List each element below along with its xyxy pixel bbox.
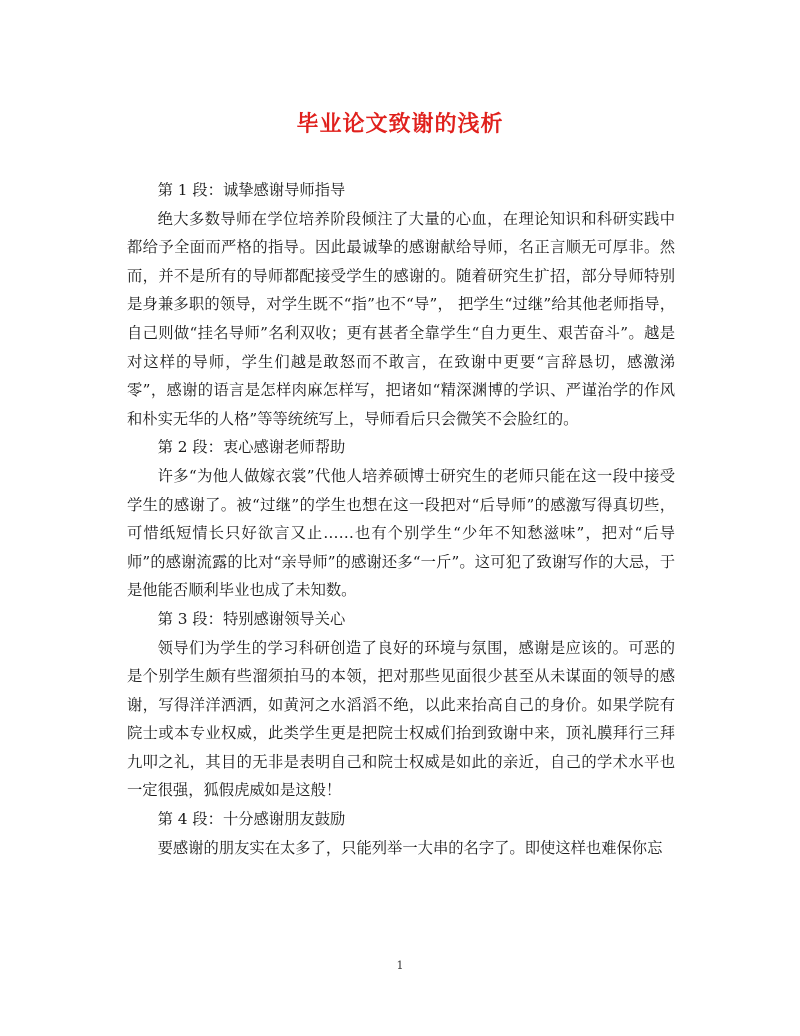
document-body [127, 176, 675, 862]
section-paragraph: 许多“为他人做嫁衣裳”代他人培养硕博士研究生的老师只能在这一段中接受学生的感谢了。被“过继”的学生也想在这一段把对“后导师”的感激写得真切些，可惜纸短情长只好欲言又止……也有个别学生“少年不知愁滋味”，把对“后导师”的感谢流露的比对“亲导师”的感谢还多“一斤”。这可犯了致谢写作的大忌，于是他能否顺利毕业也成了未知数。 [127, 466, 675, 600]
section-paragraph: 领导们为学生的学习科研创造了良好的环境与氛围，感谢是应该的。可恶的是个别学生颇有些溜须拍马的本领，把对那些见面很少甚至从未谋面的领导的感谢，写得洋洋洒洒，如黄河之水滔滔不绝，以此来抬高自己的身价。如果学院有院士或本专业权威，此类学生更是把院士权威们抬到致谢中来，顶礼膜拜行三拜九叩之礼，其目的无非是表明自己和院士权威是如此的亲近，自己的学术水平也一定很强，狐假虎威如是这般！ [127, 638, 675, 800]
section-heading: 第 2 段：衷心感谢老师帮助 [157, 438, 346, 457]
section-heading: 第 4 段：十分感谢朋友鼓励 [157, 810, 346, 829]
section-heading: 第 1 段：诚挚感谢导师指导 [157, 181, 346, 199]
document-title: 毕业论文致谢的浅析 [296, 111, 504, 137]
page-number: 1 [396, 959, 404, 972]
section-heading: 第 3 段：特别感谢领导关心 [157, 609, 346, 628]
section-paragraph: 绝大多数导师在学位培养阶段倾注了大量的心血，在理论知识和科研实践中都给予全面而严格的指导。因此最诚挚的感谢献给导师，名正言顺无可厚非。然而，并不是所有的导师都配接受学生的感谢的。随着研究生扩招，部分导师特别是身兼多职的领导，对学生既不“指”也不“导”， 把学生“过继”给其他老师指导，自己则做“挂名导师”名利双收；更有甚者全靠学生“自力更生、艰苦奋斗”。越是对这样的导师，学生们越是敢怒而不敢言，在致谢中更要“言辞恳切，感激涕零”，感谢的语言是怎样肉麻怎样写，把诸如“精深渊博的学识、严谨治学的作风和朴实无华的人格”等等统统写上，导师看后只会微笑不会脸红的。 [127, 209, 675, 428]
section-paragraph: 要感谢的朋友实在太多了，只能列举一大串的名字了。即使这样也难保你忘 [157, 838, 663, 857]
